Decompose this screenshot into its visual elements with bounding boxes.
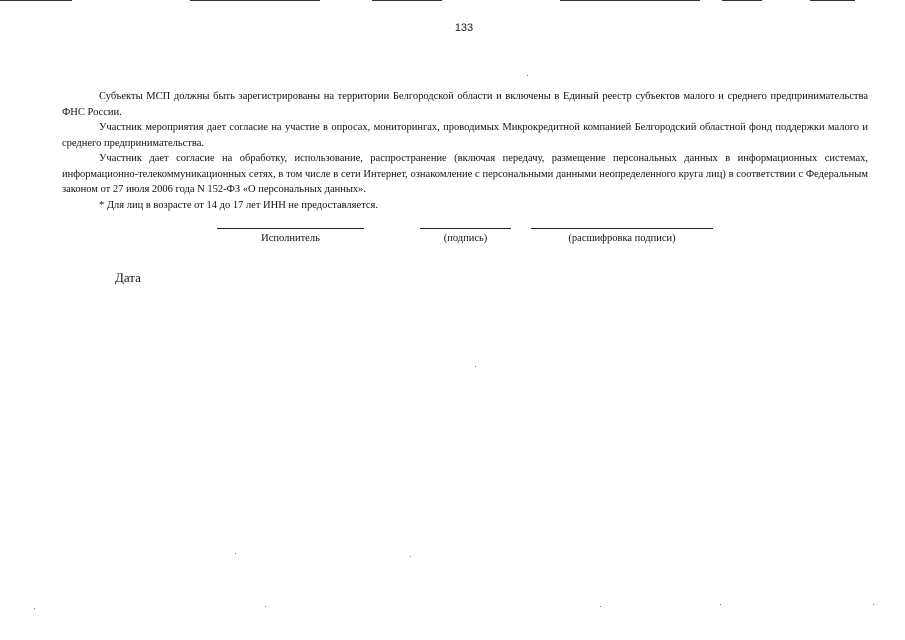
signature-block bbox=[0, 228, 905, 268]
signature-caption: (подпись) bbox=[443, 233, 488, 244]
scan-speck bbox=[410, 556, 411, 557]
scan-speck bbox=[235, 553, 236, 554]
top-edge-rule bbox=[722, 0, 762, 1]
scan-speck bbox=[600, 606, 601, 607]
scan-speck bbox=[265, 606, 266, 607]
top-edge-rule bbox=[190, 0, 320, 1]
scan-speck bbox=[527, 75, 528, 76]
date-label: Дата bbox=[115, 270, 141, 285]
top-edge-rule bbox=[810, 0, 855, 1]
scan-speck bbox=[475, 366, 476, 367]
executor-caption: Исполнитель bbox=[261, 233, 320, 244]
scan-speck bbox=[720, 604, 721, 605]
paragraph-registration: Субъекты МСП должны быть зарегистрированы на территории Белгородской области и включены в Единый реестр субъектов малого и среднего предпринимательства ФНС России. bbox=[62, 91, 868, 118]
top-edge-rule bbox=[0, 0, 72, 1]
paragraph-survey-consent: Участник мероприятия дает согласие на участие в опросах, мониторингах, проводимых Микрокредитной компанией Белгородский областной фонд поддержки малого и среднего предпринимательства. bbox=[62, 122, 868, 149]
decryption-line bbox=[531, 228, 713, 229]
decryption-field bbox=[531, 228, 713, 244]
executor-signature-field bbox=[217, 228, 364, 244]
decryption-caption: (расшифровка подписи) bbox=[568, 233, 676, 244]
consent-text bbox=[62, 89, 868, 213]
executor-line bbox=[217, 228, 364, 229]
paragraph-personal-data-consent: Участник дает согласие на обработку, использование, распространение (включая передачу, размещение персональных данных в информационных системах, информационно-телекоммуникационных сетях, в том числе в сети Интернет, ознакомление с персональными данными неопределенного круга лиц) в соответствии с Федеральным законом от 27 июля 2006 года N 152-ФЗ «О персональных данных». bbox=[62, 153, 868, 195]
scan-speck bbox=[873, 604, 874, 605]
scan-speck bbox=[34, 608, 35, 609]
paragraph-inn-footnote: * Для лиц в возрасте от 14 до 17 лет ИНН не предоставляется. bbox=[99, 199, 378, 211]
page-number: 133 bbox=[454, 22, 474, 34]
top-edge-rule bbox=[560, 0, 700, 1]
top-edge-rule bbox=[372, 0, 442, 1]
signature-line bbox=[420, 228, 511, 229]
signature-field bbox=[420, 228, 511, 244]
